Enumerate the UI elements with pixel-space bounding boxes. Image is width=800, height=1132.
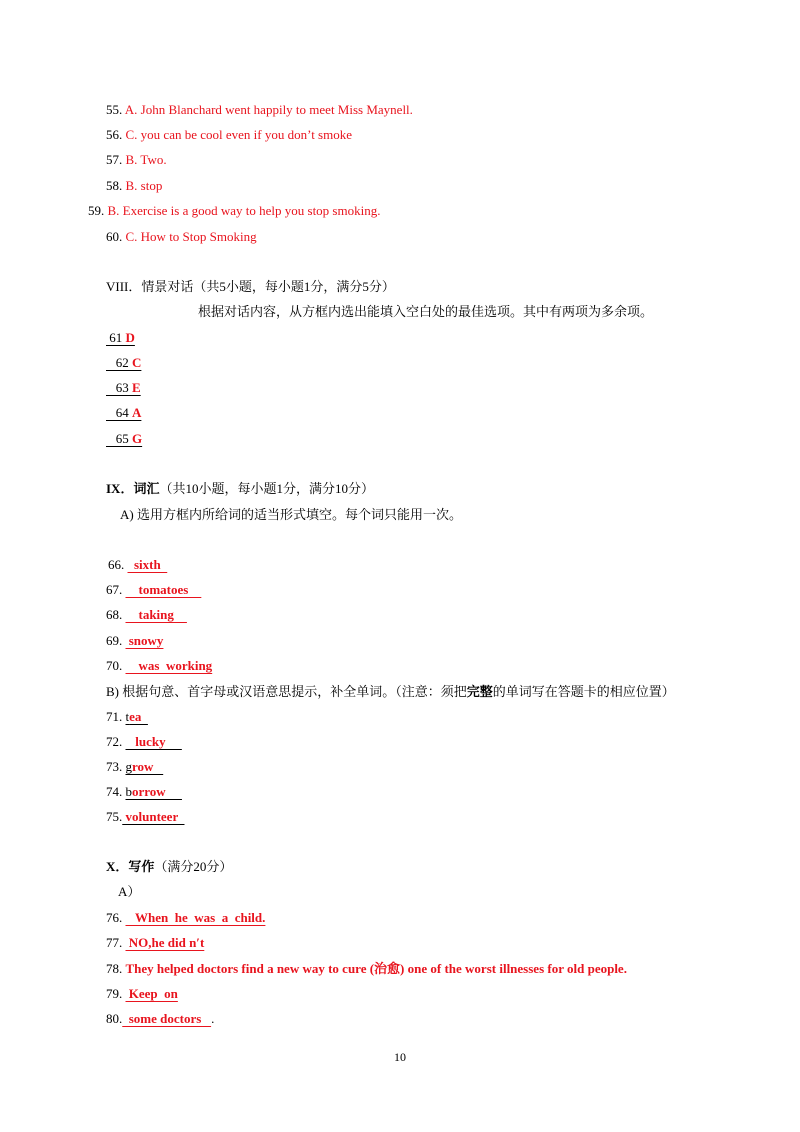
- answer-word: taking: [125, 607, 187, 622]
- answer-text: B. Two.: [125, 152, 167, 167]
- section-ix-part-b: [106, 683, 675, 701]
- question-number: 55.: [106, 102, 123, 117]
- sentence-end-punctuation: .: [211, 1011, 215, 1026]
- answer-letter: E: [132, 380, 141, 395]
- question-number: 73.: [106, 759, 123, 774]
- question-number: 58.: [106, 178, 123, 193]
- question-number: 79.: [106, 986, 123, 1001]
- page-number: 10: [394, 1050, 406, 1064]
- answer-letter: C: [132, 355, 142, 370]
- answer-57: [106, 151, 167, 169]
- answer-text: A. John Blanchard went happily to meet Miss Maynell.: [124, 102, 413, 117]
- section-ix-heading: [106, 480, 374, 498]
- answer-sentence: NO,he did n′t: [125, 935, 205, 950]
- answer-word: tomatoes: [125, 582, 202, 597]
- question-number: 71.: [106, 709, 123, 724]
- first-letter: b: [125, 784, 132, 799]
- answer-sentence: When he was a child.: [125, 910, 266, 925]
- answer-64: [106, 404, 141, 422]
- answer-60: [106, 228, 257, 246]
- part-b-text: 的单词写在答题卡的相应位置）: [492, 684, 675, 699]
- answer-55: [106, 101, 413, 119]
- answer-text: B. Exercise is a good way to help you stop smoking.: [107, 203, 381, 218]
- answer-75: [106, 808, 184, 826]
- question-number: 59.: [88, 203, 105, 218]
- answer-66: [108, 556, 167, 574]
- answer-letter: G: [132, 431, 143, 446]
- question-number: 65: [106, 431, 132, 446]
- answer-74: [106, 783, 182, 801]
- question-number: 63: [106, 380, 132, 395]
- question-number: 69.: [106, 633, 123, 648]
- answer-letter: A: [132, 405, 142, 420]
- section-viii-heading: VIII．情景对话（共5小题，每小题1分，满分5分）: [106, 279, 395, 294]
- answer-77: [106, 934, 204, 952]
- answer-word: row: [132, 759, 164, 774]
- answer-73: [106, 758, 163, 776]
- answer-62: [106, 354, 141, 372]
- answer-68: [106, 606, 187, 624]
- section-x-heading: [106, 858, 232, 876]
- question-number: 74.: [106, 784, 123, 799]
- section-x-part-a: A）: [118, 884, 141, 899]
- answer-71: [106, 708, 148, 726]
- answer-text: B. stop: [125, 178, 163, 193]
- answer-63: [106, 379, 141, 397]
- answer-text: C. How to Stop Smoking: [125, 229, 257, 244]
- answer-67: [106, 581, 201, 599]
- question-number: 76.: [106, 910, 123, 925]
- part-b-text: B) 根据句意、首字母或汉语意思提示，补全单词。（注意：须把: [106, 684, 467, 699]
- question-number: 60.: [106, 229, 123, 244]
- question-number: 62: [106, 355, 132, 370]
- answer-word: was working: [125, 658, 213, 673]
- question-number: 57.: [106, 152, 123, 167]
- answer-sentence: Keep on: [125, 986, 178, 1001]
- section-title: X．写作: [106, 859, 155, 874]
- question-number: 56.: [106, 127, 123, 142]
- answer-sentence: They helped doctors find a new way to cure (治愈) one of the worst illnesses for old people.: [125, 961, 627, 976]
- section-viii-instruction: 根据对话内容，从方框内选出能填入空白处的最佳选项。其中有两项为多余项。: [198, 304, 654, 319]
- answer-word: orrow: [132, 784, 182, 799]
- answer-76: [106, 909, 265, 927]
- question-number: 66.: [108, 557, 125, 572]
- answer-word: sixth: [127, 557, 168, 572]
- part-b-emphasis: 完整: [466, 684, 493, 699]
- first-letter: t: [125, 709, 130, 724]
- answer-word: ea: [129, 709, 148, 724]
- answer-58: [106, 177, 162, 195]
- question-number: 70.: [106, 658, 123, 673]
- question-number: 77.: [106, 935, 123, 950]
- answer-72: [106, 733, 182, 751]
- answer-78: [106, 960, 627, 978]
- answer-59: [88, 202, 380, 220]
- answer-sentence: some doctors: [122, 1011, 212, 1026]
- first-letter: g: [125, 759, 132, 774]
- answer-56: [106, 126, 352, 144]
- section-scoring: （共10小题，每小题1分，满分10分）: [159, 481, 374, 496]
- answer-text: C. you can be cool even if you don’t smoke: [125, 127, 352, 142]
- section-scoring: （满分20分）: [154, 859, 233, 874]
- answer-65: [106, 430, 142, 448]
- question-number: 75.: [106, 809, 123, 824]
- question-number: 78.: [106, 961, 123, 976]
- question-number: 61: [106, 330, 126, 345]
- answer-70: [106, 657, 212, 675]
- answer-word: lucky: [125, 734, 182, 749]
- answer-61: [106, 329, 135, 347]
- answer-80: [106, 1010, 214, 1028]
- question-number: 72.: [106, 734, 123, 749]
- question-number: 64: [106, 405, 132, 420]
- question-number: 80.: [106, 1011, 123, 1026]
- question-number: 68.: [106, 607, 123, 622]
- answer-69: [106, 632, 163, 650]
- answer-79: [106, 985, 178, 1003]
- answer-letter: D: [125, 330, 135, 345]
- section-title: IX．词汇: [106, 481, 160, 496]
- answer-word: snowy: [125, 633, 164, 648]
- question-number: 67.: [106, 582, 123, 597]
- answer-word: volunteer: [122, 809, 185, 824]
- section-ix-part-a: A) 选用方框内所给词的适当形式填空。每个词只能用一次。: [120, 507, 462, 522]
